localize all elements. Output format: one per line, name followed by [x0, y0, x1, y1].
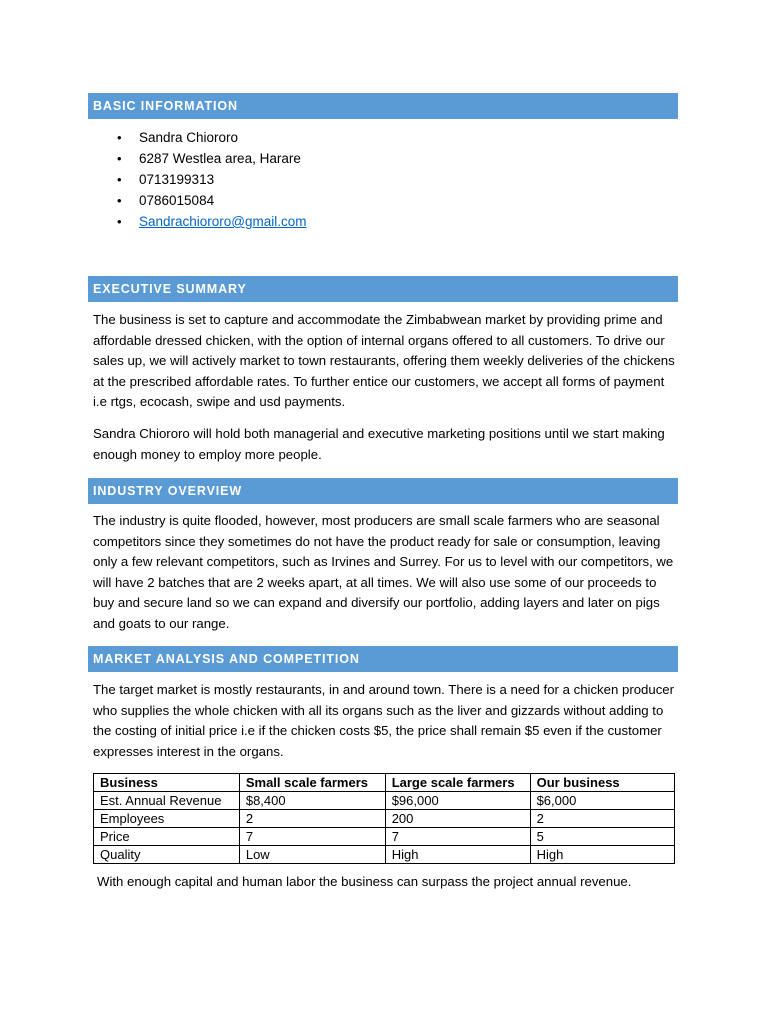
table-cell: $8,400 — [239, 792, 385, 810]
table-row — [94, 828, 675, 846]
table-header-cell: Business — [94, 774, 240, 792]
industry-overview-heading: INDUSTRY OVERVIEW — [88, 478, 678, 504]
table-cell: 5 — [530, 828, 674, 846]
table-cell: High — [385, 846, 530, 864]
industry-overview-paragraph: The industry is quite flooded, however, most producers are small scale farmers who are seasonal competitors since they sometimes do not have the product ready for sale or consumption, leaving only a few relevant competitors, such as Irvines and Surrey. For us to level with our competitors, we will have 2 batches that are 2 weeks apart, at all times. We will also use some of our proceeds to buy and secure land so we can expand and diversify our portfolio, adding layers and later on pigs and goats to our range. — [93, 513, 674, 631]
table-cell: Quality — [94, 846, 240, 864]
table-row — [94, 846, 675, 864]
table-row — [94, 810, 675, 828]
contact-address: 6287 Westlea area, Harare — [139, 151, 301, 166]
list-item — [93, 211, 307, 232]
bullet-icon: • — [117, 172, 122, 187]
table-cell: Est. Annual Revenue — [94, 792, 240, 810]
table-cell: Employees — [94, 810, 240, 828]
executive-summary-paragraph-1: The business is set to capture and accommodate the Zimbabwean market by providing prime and affordable dressed chicken, with the option of internal organs offered to all customers. To drive our sales up, we will actively market to town restaurants, offering them weekly deliveries of the chickens at the prescribed affordable rates. To further entice our customers, we accept all forms of payment i.e rtgs, ecocash, swipe and usd payments. — [93, 312, 675, 410]
table-header-cell: Our business — [530, 774, 674, 792]
list-item — [93, 169, 307, 190]
list-item — [93, 148, 307, 169]
executive-summary-heading: EXECUTIVE SUMMARY — [88, 276, 678, 302]
bullet-icon: • — [117, 130, 122, 145]
contact-phone-1: 0713199313 — [139, 172, 215, 187]
table-cell: Low — [239, 846, 385, 864]
bullet-icon: • — [117, 151, 122, 166]
contact-email-link[interactable]: Sandrachiororo@gmail.com — [139, 214, 307, 229]
table-cell: High — [530, 846, 674, 864]
table-header-cell: Small scale farmers — [239, 774, 385, 792]
table-cell: 7 — [239, 828, 385, 846]
table-cell: Price — [94, 828, 240, 846]
table-row — [94, 792, 675, 810]
table-footnote: With enough capital and human labor the business can surpass the project annual revenue. — [97, 874, 632, 889]
table-header-cell: Large scale farmers — [385, 774, 530, 792]
table-cell: 2 — [530, 810, 674, 828]
bullet-icon: • — [117, 193, 122, 208]
list-item — [93, 190, 307, 211]
table-cell: $96,000 — [385, 792, 530, 810]
competition-table — [93, 773, 675, 864]
list-item — [93, 127, 307, 148]
market-analysis-paragraph: The target market is mostly restaurants, in and around town. There is a need for a chicken producer who supplies the whole chicken with all its organs such as the liver and gizzards without adding to the costing of initial price i.e if the chicken costs $5, the price shall remain $5 even if the customer expresses interest in the organs. — [93, 682, 675, 759]
table-cell: 2 — [239, 810, 385, 828]
bullet-icon: • — [117, 214, 122, 229]
executive-summary-paragraph-2: Sandra Chiororo will hold both managerial and executive marketing positions until we start making enough money to employ more people. — [93, 426, 665, 462]
table-header-row — [94, 774, 675, 792]
contact-name: Sandra Chiororo — [139, 130, 239, 145]
contact-list — [93, 127, 307, 232]
table-cell: 200 — [385, 810, 530, 828]
table-cell: $6,000 — [530, 792, 674, 810]
basic-information-heading: BASIC INFORMATION — [88, 93, 678, 119]
market-analysis-heading: MARKET ANALYSIS AND COMPETITION — [88, 646, 678, 672]
table-cell: 7 — [385, 828, 530, 846]
contact-phone-2: 0786015084 — [139, 193, 215, 208]
